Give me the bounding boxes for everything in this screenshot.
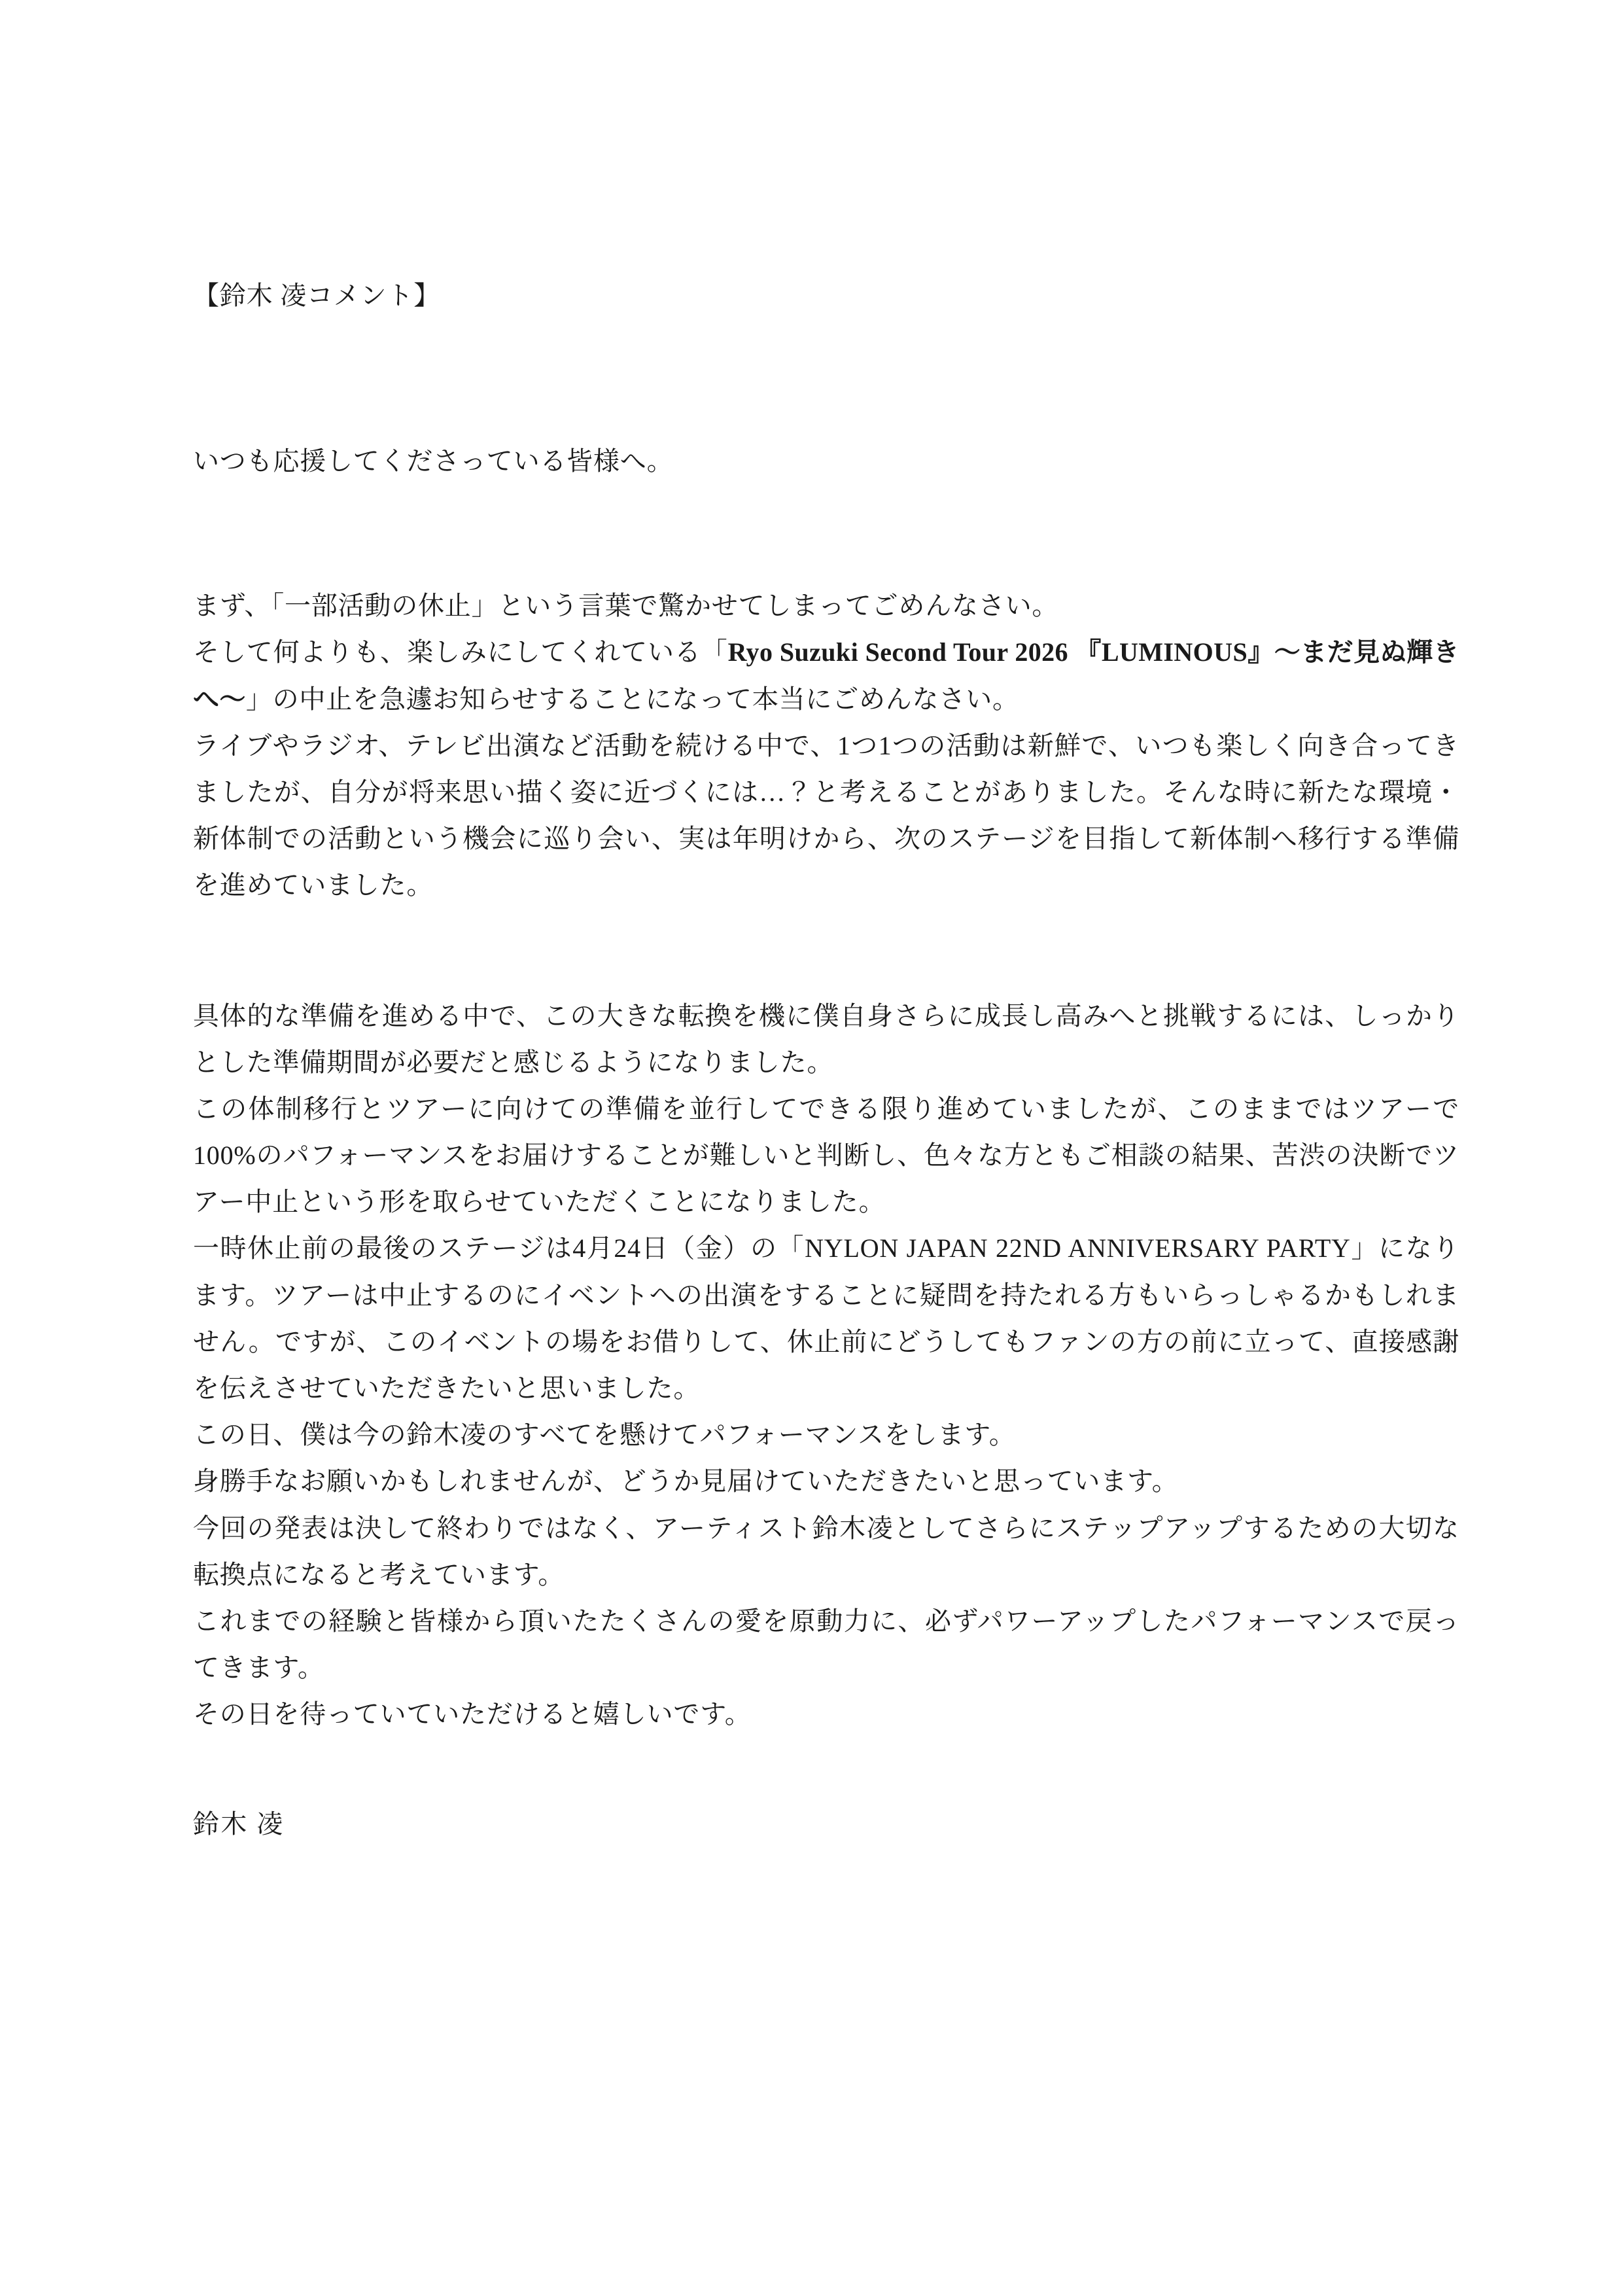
apology-paragraph	[193, 582, 1459, 908]
salutation-paragraph: いつも応援してくださっている皆様へ。	[193, 446, 674, 476]
explanation-paragraph	[193, 993, 1459, 1738]
explanation-line-4: この日、僕は今の鈴木凌のすべてを懸けてパフォーマンスをします。	[193, 1420, 1016, 1450]
explanation-line-1: 具体的な準備を進める中で、この大きな転換を機に僕自身さらに成長し高みへと挑戦するには、しっかりとした準備期間が必要だと感じるようになりました。	[193, 1000, 1459, 1077]
explanation-line-5: 身勝手なお願いかもしれませんが、どうか見届けていただきたいと思っています。	[193, 1466, 1179, 1496]
paragraph-spacer-2	[193, 909, 1459, 993]
document-body	[193, 438, 1459, 1847]
explanation-line-2: この体制移行とツアーに向けての準備を並行してできる限り進めていましたが、このままではツアーで100%のパフォーマンスをお届けすることが難しいと判断し、色々な方ともご相談の結果、苦渋の決断でツアー中止という形を取らせていただくことになりました。	[193, 1093, 1459, 1217]
page-title: 【鈴木 凌コメント】	[193, 281, 440, 310]
explanation-line-8: その日を待っていていただけると嬉しいです。	[193, 1699, 752, 1729]
tour-cancel-suffix: 」の中止を急遽お知らせすることになって本当にごめんなさい。	[245, 684, 1019, 714]
tour-title: Ryo Suzuki Second Tour 2026 『LUMINOUS』〜まだ見ぬ輝きへ〜	[193, 637, 1459, 714]
paragraph-spacer	[193, 484, 1459, 582]
signature: 鈴木 凌	[193, 1809, 285, 1839]
explanation-line-6: 今回の発表は決して終わりではなく、アーティスト鈴木凌としてさらにステップアップするための大切な転換点になると考えています。	[193, 1513, 1459, 1589]
tour-cancel-prefix: そして何よりも、楽しみにしてくれている「	[193, 637, 728, 667]
tour-cancel-sentence	[193, 637, 1459, 713]
explanation-line-3: 一時休止前の最後のステージは4月24日（金）の「NYLON JAPAN 22ND ANNIVERSARY PARTY」になります。ツアーは中止するのにイベントへの出演をすることに疑問を持たれる方もいらっしゃるかもしれません。ですが、このイベントの場をお借りして、休止前にどうしてもファンの方の前に立って、直接感謝を伝えさせていただきたいと思いました。	[193, 1233, 1459, 1403]
apology-line-3: ライブやラジオ、テレビ出演など活動を続ける中で、1つ1つの活動は新鮮で、いつも楽しく向き合ってきましたが、自分が将来思い描く姿に近づくには…？と考えることがありました。そんな時に新たな環境・新体制での活動という機会に巡り会い、実は年明けから、次のステージを目指して新体制へ移行する準備を進めていました。	[193, 730, 1459, 900]
explanation-line-7: これまでの経験と皆様から頂いたたくさんの愛を原動力に、必ずパワーアップしたパフォーマンスで戻ってきます。	[193, 1606, 1459, 1683]
apology-line-1: まず、「一部活動の休止」という言葉で驚かせてしまってごめんなさい。	[193, 591, 1059, 621]
